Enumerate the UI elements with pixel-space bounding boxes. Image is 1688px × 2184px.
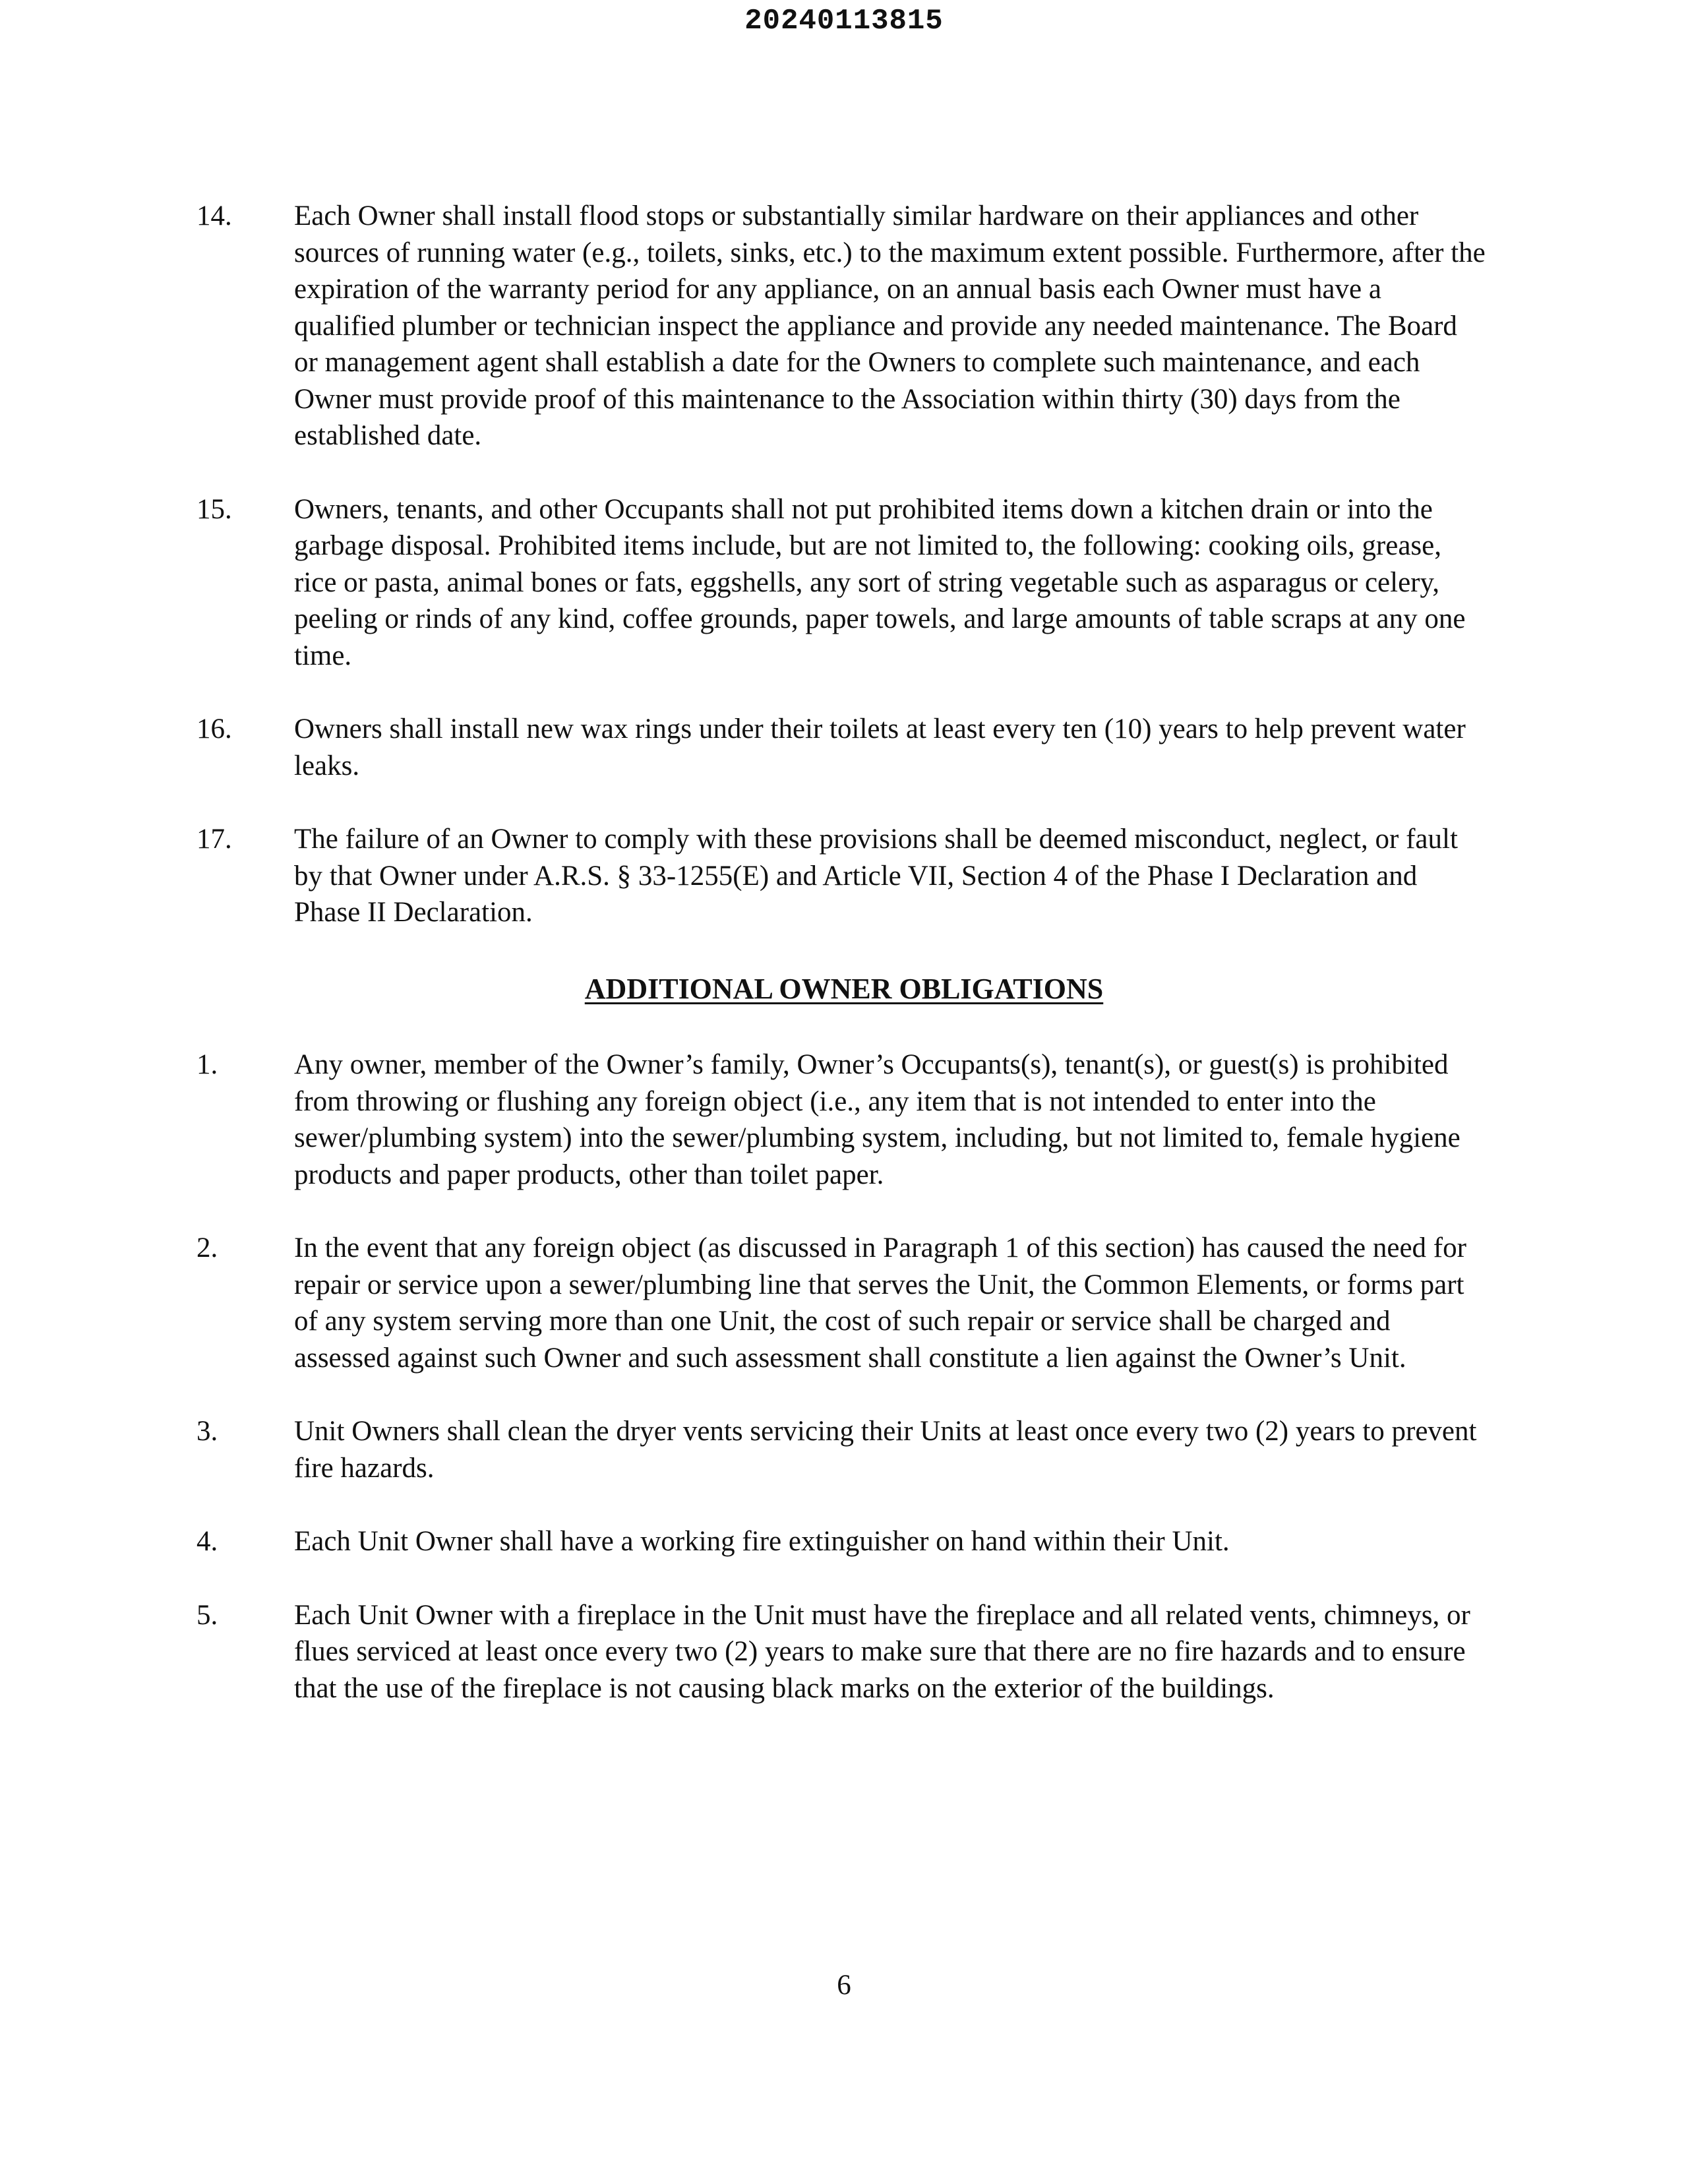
item-number: 4.: [196, 1526, 218, 1557]
list-item: [0, 1597, 1688, 1707]
list-item: [0, 1413, 1688, 1486]
list-item: [0, 1523, 1688, 1560]
list-item: [0, 491, 1688, 675]
list-item: [0, 198, 1688, 454]
item-number: 1.: [196, 1049, 218, 1080]
item-number: 17.: [196, 824, 232, 855]
additional-obligations-list: [0, 1046, 1688, 1744]
item-text: The failure of an Owner to comply with these provisions shall be deemed misconduct, neglect, or fault by that Owner under A.R.S. § 33-1255(E) and Article VII, Section 4 of the Phase I Declaration and Phase II Declaration.: [294, 824, 1458, 928]
item-number: 16.: [196, 713, 232, 744]
item-text: Unit Owners shall clean the dryer vents servicing their Units at least once every two (2) years to prevent fire hazards.: [294, 1416, 1477, 1484]
item-text: Owners shall install new wax rings under their toilets at least every ten (10) years to help prevent water leaks.: [294, 713, 1466, 781]
item-text: In the event that any foreign object (as discussed in Paragraph 1 of this section) has caused the need for repair or service upon a sewer/plumbing line that serves the Unit, the Common Elements, or forms part of any system serving more than one Unit, the cost of such repair or service shall be charged and assessed against such Owner and such assessment shall constitute a lien against the Owner’s Unit.: [294, 1232, 1466, 1374]
item-text: Owners, tenants, and other Occupants shall not put prohibited items down a kitchen drain or into the garbage disposal. Prohibited items include, but are not limited to, the following: cooking oils, grease, rice or pasta, animal bones or fats, eggshells, any sort of string vegetable such as asparagus or celery, peeling or rinds of any kind, coffee grounds, paper towels, and large amounts of table scraps at any one time.: [294, 493, 1466, 671]
list-item: [0, 1230, 1688, 1376]
item-text: Any owner, member of the Owner’s family, Owner’s Occupants(s), tenant(s), or guest(s) is prohibited from throwing or flushing any foreign object (i.e., any item that is not intended to enter into the sewer/plumbing system) into the sewer/plumbing system, including, but not limited to, female hygiene products and paper products, other than toilet paper.: [294, 1049, 1461, 1190]
document-number: 20240113815: [744, 5, 944, 38]
item-number: 3.: [196, 1416, 218, 1447]
item-text: Each Unit Owner shall have a working fire extinguisher on hand within their Unit.: [294, 1526, 1230, 1557]
list-item: [0, 711, 1688, 784]
item-number: 15.: [196, 493, 232, 525]
item-text: Each Unit Owner with a fireplace in the Unit must have the fireplace and all related vents, chimneys, or flues serviced at least once every two (2) years to make sure that there are no fire hazards and to ensure that the use of the fireplace is not causing black marks on the exterior of the buildings.: [294, 1599, 1470, 1704]
list-item: [0, 1046, 1688, 1193]
item-number: 14.: [196, 200, 232, 231]
item-number: 5.: [196, 1599, 218, 1631]
page-number: 6: [837, 1970, 851, 2001]
section-heading: ADDITIONAL OWNER OBLIGATIONS: [584, 973, 1104, 1005]
item-number: 2.: [196, 1232, 218, 1263]
item-text: Each Owner shall install flood stops or substantially similar hardware on their appliances and other sources of running water (e.g., toilets, sinks, etc.) to the maximum extent possible. Furthermore, after the expiration of the warranty period for any appliance, on an annual basis each Owner must have a qualified plumber or technician inspect the appliance and provide any needed maintenance. The Board or management agent shall establish a date for the Owners to complete such maintenance, and each Owner must provide proof of this maintenance to the Association within thirty (30) days from the established date.: [294, 200, 1486, 451]
continued-rules-list: [0, 198, 1688, 968]
list-item: [0, 821, 1688, 931]
